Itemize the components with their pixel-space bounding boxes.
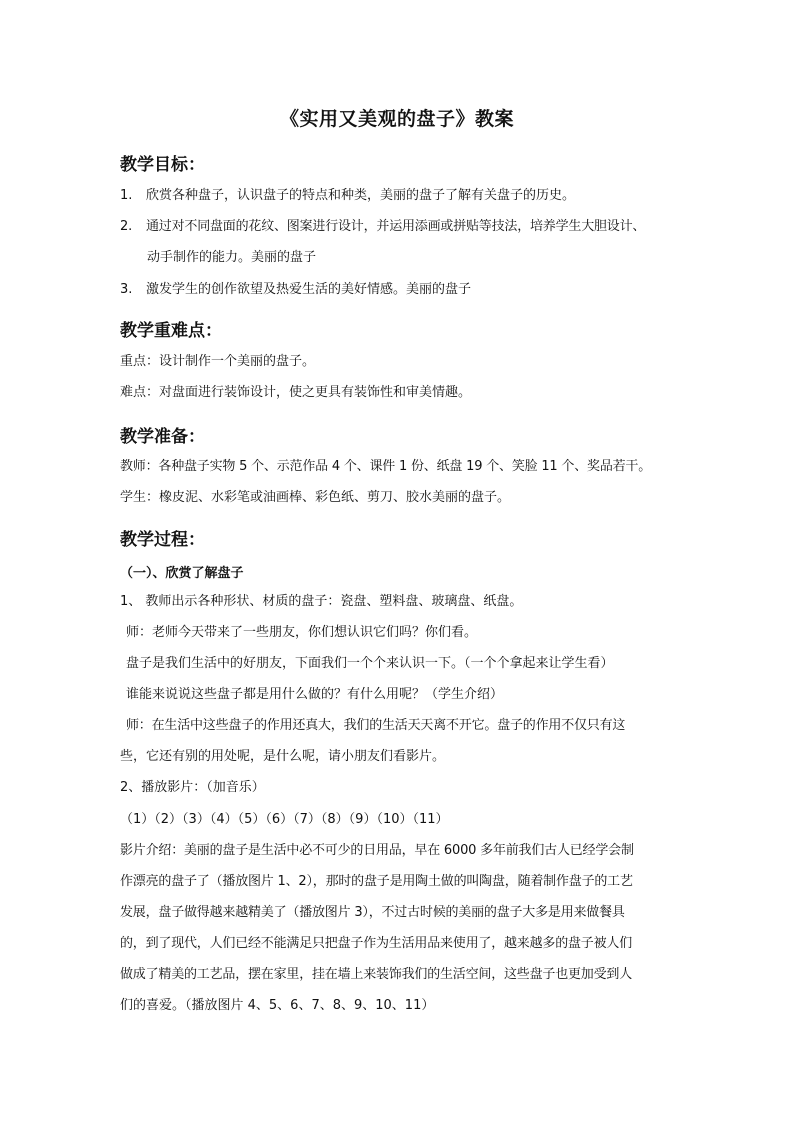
student-preparation: 学生：橡皮泥、水彩笔或油画棒、彩色纸、剪刀、胶水美丽的盘子。 <box>120 490 511 505</box>
heading-objectives: 教学目标： <box>120 155 205 175</box>
objective-number: 1. <box>120 188 133 203</box>
heading-preparation: 教学准备： <box>120 427 205 447</box>
objective-number: 2. <box>120 219 133 234</box>
process-paragraph: 谁能来说说这些盘子都是用什么做的？有什么用呢？（学生介绍） <box>126 687 504 702</box>
process-paragraph: 1、 教师出示各种形状、材质的盘子：瓷盘、塑料盘、玻璃盘、纸盘。 <box>120 594 523 609</box>
objective-text: 激发学生的创作欲望及热爱生活的美好情感。美丽的盘子 <box>146 282 472 297</box>
teacher-preparation: 教师：各种盘子实物 5 个、示范作品 4 个、课件 1 份、纸盘 19 个、笑脸 11 个、奖品若干。 <box>120 459 652 474</box>
objective-item-3 <box>120 282 471 298</box>
objective-text: 通过对不同盘面的花纹、图案进行设计，并运用添画或拼贴等技法，培养学生大胆设计、 <box>146 219 646 234</box>
objective-item-2-continued: 动手制作的能力。美丽的盘子 <box>147 250 317 265</box>
key-point: 重点：设计制作一个美丽的盘子。 <box>120 354 316 369</box>
objective-item-2 <box>120 219 645 235</box>
heading-difficulties: 教学重难点： <box>120 321 222 341</box>
process-paragraph: 2、播放影片：（加音乐） <box>120 780 265 795</box>
objective-number: 3. <box>120 282 133 297</box>
process-paragraph: 师：在生活中这些盘子的作用还真大，我们的生活天天离不开它。盘子的作用不仅只有这 <box>126 718 626 733</box>
process-paragraph: 师：老师今天带来了一些朋友，你们想认识它们吗？你们看。 <box>126 625 478 640</box>
image-number-list: （1）（2）（3）（4）（5）（6）（7）（8）（9）（10）（11） <box>120 812 449 827</box>
film-intro-line: 做成了精美的工艺品，摆在家里，挂在墙上来装饰我们的生活空间，这些盘子也更加受到人 <box>120 967 633 982</box>
section-heading: （一）、欣赏了解盘子 <box>120 566 244 581</box>
process-paragraph: 些，它还有别的用处呢，是什么呢，请小朋友们看影片。 <box>120 749 446 764</box>
objective-text: 欣赏各种盘子，认识盘子的特点和种类，美丽的盘子了解有关盘子的历史。 <box>146 188 576 203</box>
heading-process: 教学过程： <box>120 530 205 550</box>
film-intro-line: 们的喜爱。（播放图片 4、5、6、7、8、9、10、11） <box>120 998 435 1013</box>
film-intro-line: 发展，盘子做得越来越精美了（播放图片 3），不过古时候的美丽的盘子大多是用来做餐具 <box>120 905 625 920</box>
document-title: 《实用又美观的盘子》教案 <box>279 108 514 130</box>
difficult-point: 难点：对盘面进行装饰设计，使之更具有装饰性和审美情趣。 <box>120 385 472 400</box>
process-paragraph: 盘子是我们生活中的好朋友，下面我们一个个来认识一下。（一个个拿起来让学生看） <box>126 656 614 671</box>
film-intro-line: 的，到了现代，人们已经不能满足只把盘子作为生活用品来使用了，越来越多的盘子被人们 <box>120 936 633 951</box>
film-intro-line: 作漂亮的盘子了（播放图片 1、2），那时的盘子是用陶土做的叫陶盘，随着制作盘子的工艺 <box>120 874 633 889</box>
objective-item-1 <box>120 188 575 204</box>
film-intro-line: 影片介绍：美丽的盘子是生活中必不可少的日用品，早在 6000 多年前我们古人已经学会制 <box>120 843 634 858</box>
